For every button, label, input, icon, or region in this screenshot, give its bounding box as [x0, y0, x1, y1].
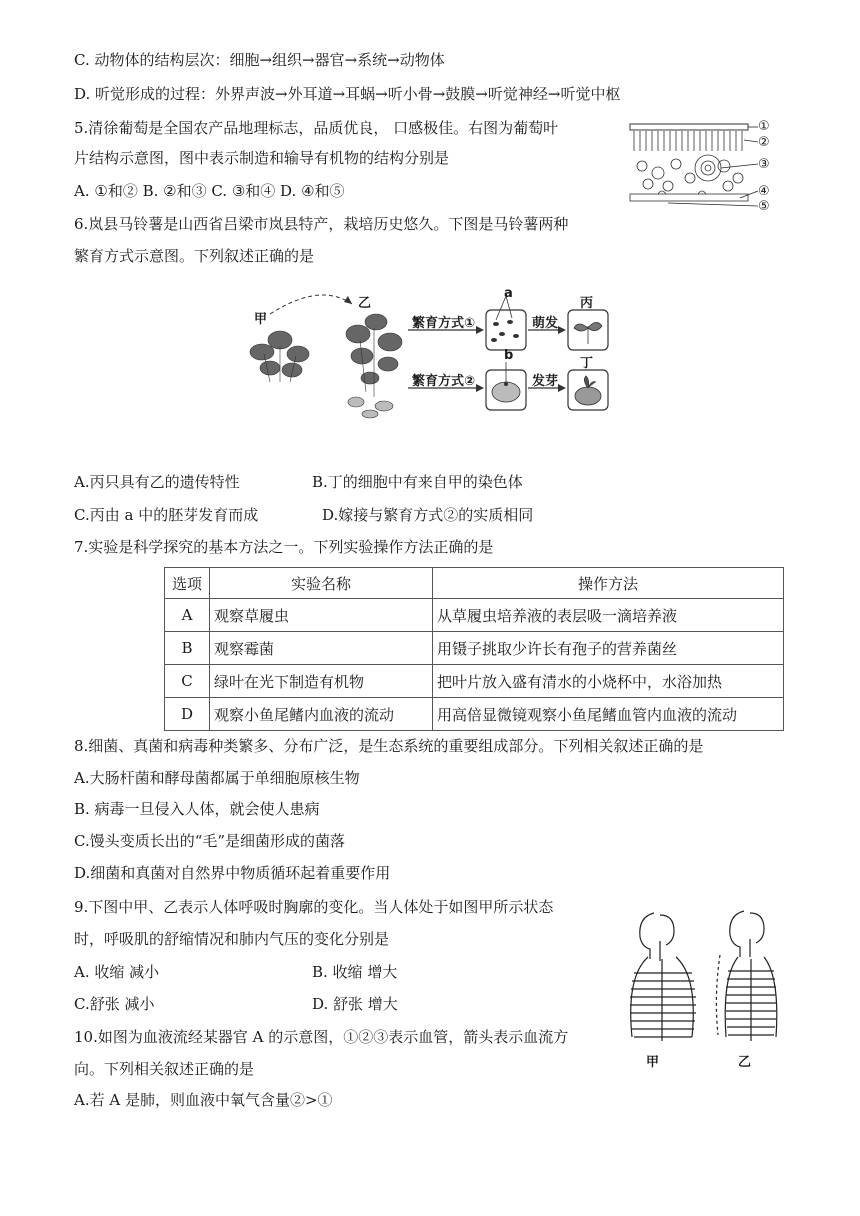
q9-stem-2: 时，呼吸肌的舒缩情况和肺内气压的变化分别是: [74, 930, 390, 948]
table-row: [165, 632, 784, 665]
table-cell: A: [165, 599, 210, 632]
table-cell: C: [165, 665, 210, 698]
q10-option-a: A.若 A 是肺，则血液中氧气含量②>①: [74, 1091, 333, 1109]
q10-stem-2: 向。下列相关叙述正确的是: [74, 1060, 255, 1078]
q6-option-b: B.丁的细胞中有来自甲的染色体: [312, 473, 523, 491]
table-cell: 把叶片放入盛有清水的小烧杯中，水浴加热: [433, 665, 784, 698]
q4-option-d: D. 听觉形成的过程：外界声波→外耳道→耳蜗→听小骨→鼓膜→听觉神经→听觉中枢: [74, 85, 621, 103]
q6-option-d: D.嫁接与繁育方式②的实质相同: [322, 506, 534, 524]
sprout-1-label: 萌发: [532, 316, 559, 331]
table-cell: 用镊子挑取少许长有孢子的营养菌丝: [433, 632, 784, 665]
method-1-label: 繁育方式①: [412, 316, 476, 331]
table-row: [165, 698, 784, 731]
plant-jia-label: 甲: [254, 312, 268, 327]
q6-stem: 6.岚县马铃薯是山西省吕梁市岚县特产，栽培历史悠久。下图是马铃薯两种: [74, 215, 569, 233]
q5-options: A. ①和② B. ②和③ C. ③和④ D. ④和⑤: [74, 182, 345, 200]
table-cell: 绿叶在光下制造有机物: [210, 665, 433, 698]
plant-yi-label: 乙: [358, 296, 372, 311]
q8-stem: 8.细菌、真菌和病毒种类繁多、分布广泛，是生态系统的重要组成部分。下列相关叙述正确的是: [74, 737, 704, 755]
plant-ding-label: 丁: [580, 356, 594, 371]
q9-stem: 9.下图中甲、乙表示人体呼吸时胸廓的变化。当人体处于如图甲所示状态: [74, 898, 554, 916]
q5-stem: 5.清徐葡萄是全国农产品地理标志，品质优良， 口感极佳。右图为葡萄叶: [74, 119, 559, 137]
leaf-label-1: ①: [758, 119, 770, 134]
method-2-label: 繁育方式②: [412, 374, 476, 389]
q7-stem: 7.实验是科学探究的基本方法之一。下列实验操作方法正确的是: [74, 538, 494, 556]
experiment-table: [164, 567, 784, 731]
q8-option-a: A.大肠杆菌和酵母菌都属于单细胞原核生物: [74, 769, 360, 787]
potato-diagram-drawing: [240, 282, 620, 432]
leaf-label-4: ④: [758, 184, 770, 199]
leaf-structure-figure: [628, 118, 788, 228]
potato-propagation-figure: [240, 282, 620, 432]
table-header-row: [165, 568, 784, 599]
chest-breathing-figure: [620, 905, 800, 1070]
q5-stem-2: 片结构示意图，图中表示制造和输导有机物的结构分别是: [74, 149, 450, 167]
table-cell: 观察草履虫: [210, 599, 433, 632]
label-a: a: [504, 286, 513, 301]
leaf-label-3: ③: [758, 157, 770, 172]
table-cell: D: [165, 698, 210, 731]
q10-stem: 10.如图为血液流经某器官 A 的示意图，①②③表示血管，箭头表示血流方: [74, 1028, 569, 1046]
plant-bing-label: 丙: [580, 296, 594, 311]
leaf-label-2: ②: [758, 135, 770, 150]
table-header-cell: 操作方法: [433, 568, 784, 599]
table-cell: 观察小鱼尾鳍内血液的流动: [210, 698, 433, 731]
chest-jia-label: 甲: [646, 1055, 660, 1070]
table-header-cell: 实验名称: [210, 568, 433, 599]
q9-option-a: A. 收缩 减小: [74, 963, 160, 981]
q9-option-d: D. 舒张 增大: [312, 995, 398, 1013]
q6-option-a: A.丙只具有乙的遗传特性: [74, 473, 240, 491]
leaf-label-5: ⑤: [758, 199, 770, 214]
q9-option-c: C.舒张 减小: [74, 995, 155, 1013]
table-row: [165, 665, 784, 698]
table-cell: 观察霉菌: [210, 632, 433, 665]
table-cell: 用高倍显微镜观察小鱼尾鳍血管内血液的流动: [433, 698, 784, 731]
leaf-cross-section-drawing: [628, 118, 763, 218]
q8-option-d: D.细菌和真菌对自然界中物质循环起着重要作用: [74, 864, 391, 882]
label-b: b: [504, 348, 514, 363]
chest-drawing: [620, 905, 800, 1050]
table-header-cell: 选项: [165, 568, 210, 599]
table-cell: 从草履虫培养液的表层吸一滴培养液: [433, 599, 784, 632]
q4-option-c: C. 动物体的结构层次：细胞→组织→器官→系统→动物体: [74, 51, 445, 69]
sprout-2-label: 发芽: [532, 374, 559, 389]
table-cell: B: [165, 632, 210, 665]
q8-option-c: C.馒头变质长出的“毛”是细菌形成的菌落: [74, 832, 346, 850]
q9-option-b: B. 收缩 增大: [312, 963, 398, 981]
q6-option-c: C.丙由 a 中的胚芽发育而成: [74, 506, 259, 524]
q6-stem-2: 繁育方式示意图。下列叙述正确的是: [74, 247, 315, 265]
chest-yi-label: 乙: [738, 1055, 752, 1070]
q8-option-b: B. 病毒一旦侵入人体，就会使人患病: [74, 800, 320, 818]
table-row: [165, 599, 784, 632]
